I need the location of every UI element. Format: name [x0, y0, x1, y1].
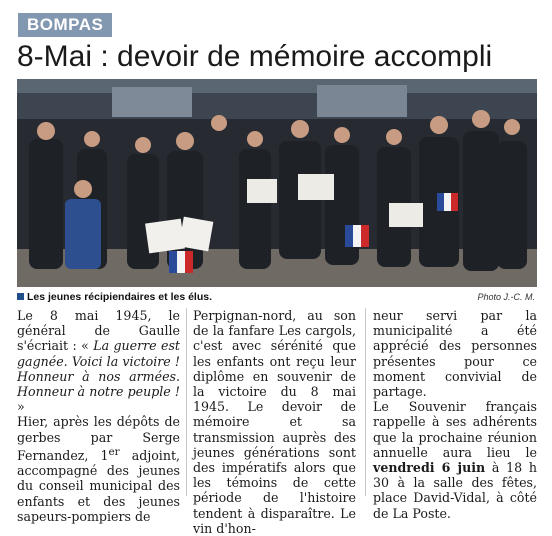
article-photo [17, 79, 537, 287]
ordinal-superscript: er [108, 445, 120, 458]
section-tag: BOMPAS [18, 13, 112, 37]
meeting-date: vendredi 6 juin [373, 460, 486, 476]
photo-caption-row [17, 290, 537, 304]
ceremony-text-start: Hier, après les dépôts de gerbes par Serge Fernandez, 1 [17, 414, 180, 464]
quote-intro: Le 8 mai 1945, le général de Gaulle s'écriait : « [17, 308, 180, 354]
article-column-3 [373, 308, 537, 521]
caption-marker-icon [17, 293, 24, 300]
article-column-2 [193, 308, 356, 536]
de-gaulle-quote: La guerre est gagnée. Voici la victoire ! Honneur à nos armées. Honneur à notre peuple ! [17, 338, 180, 400]
announcement-text-end: à 18 h 30 à la salle des fêtes, place David-Vidal, à côté de La Poste. [373, 460, 538, 521]
photo-credit: Photo J.-C. M. [477, 292, 535, 302]
group-photo-illustration [17, 79, 537, 287]
column-divider-1 [186, 308, 187, 496]
article-column-1 [17, 308, 180, 524]
ceremony-text-end: adjoint, accompagné des jeunes du conseil municipal des enfants et des jeunes sapeurs-pompiers de [17, 448, 181, 524]
paragraph-reception: neur servi par la municipalité a été apprécié des personnes présentes pour ce moment convivial de partage. [373, 308, 537, 400]
paragraph-de-gaulle-quote [17, 308, 180, 414]
quote-close: » [17, 399, 25, 415]
announcement-text-start: Le Souvenir français rappelle à ses adhérents que la prochaine réunion annuelle aura lieu le [373, 399, 537, 460]
article-headline: 8-Mai : devoir de mémoire accompli [17, 40, 493, 73]
column-divider-2 [365, 308, 366, 496]
paragraph-announcement [373, 399, 537, 521]
paragraph-diploma: Perpignan-nord, au son de la fanfare Les cargols, c'est avec sérénité que les enfants ont reçu leur diplôme en souvenir de la victoire du 8 mai 1945. Le devoir de mémoire et sa transmission auprès des jeunes générations sont des impératifs alors que les témoins de cette période de l'histoire tendent à disparaître. Le vin d'hon- [193, 308, 356, 536]
photo-caption: Les jeunes récipiendaires et les élus. [27, 291, 213, 303]
paragraph-ceremony [17, 414, 180, 524]
